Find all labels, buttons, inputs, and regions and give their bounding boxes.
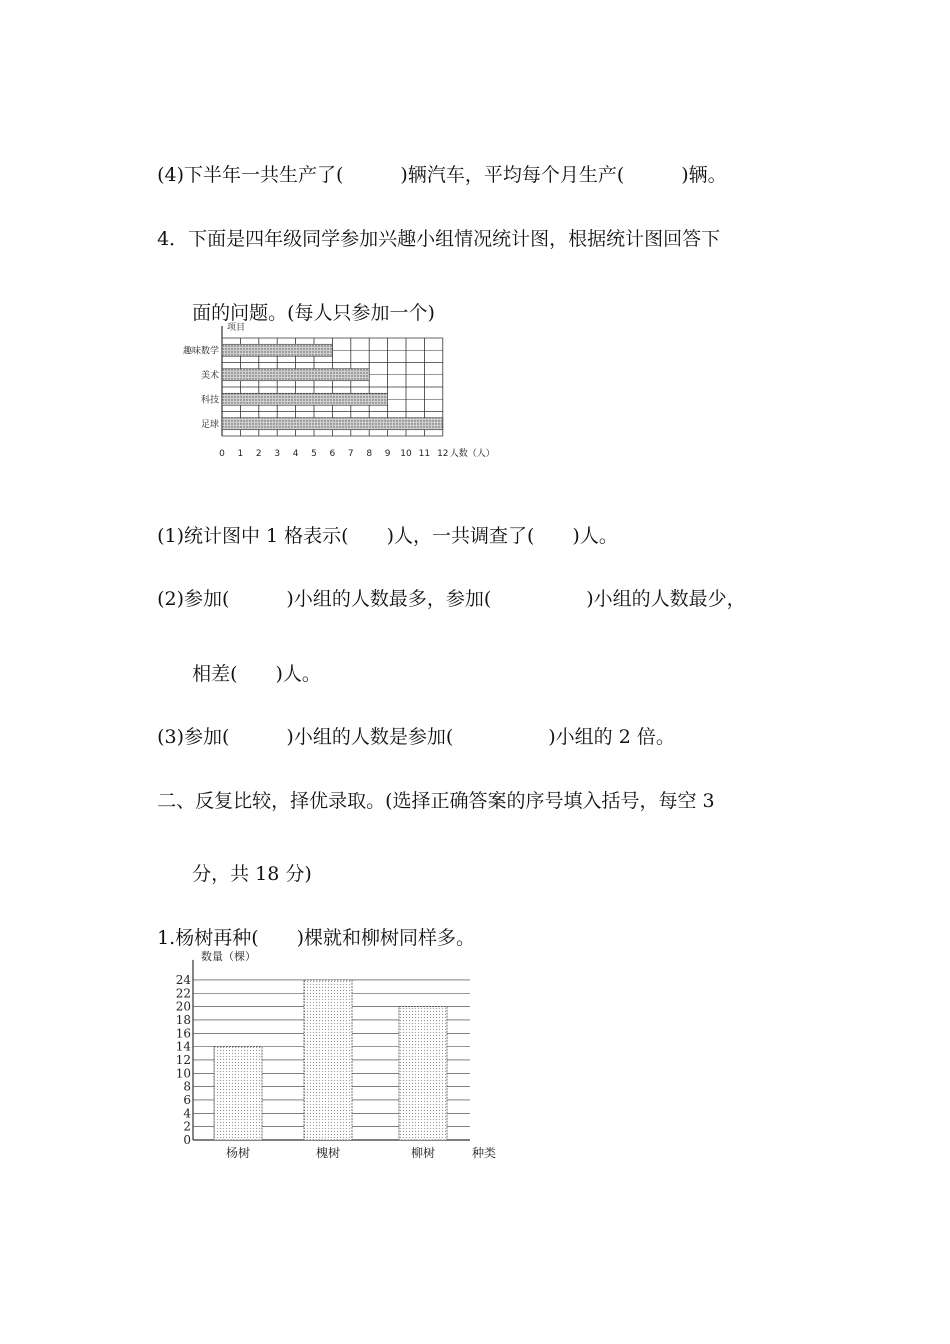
tree-count-chart	[165, 944, 510, 1169]
question-4-title	[145, 203, 950, 251]
y-axis-label: 数量（棵）	[201, 950, 256, 963]
question-4-sub1	[145, 500, 950, 548]
y-tick-label: 20	[175, 999, 191, 1014]
category-label: 美术	[200, 370, 219, 381]
category-label: 槐树	[315, 1146, 341, 1160]
x-tick-label: 6	[329, 449, 336, 459]
question-text: 1.杨树再种( )棵就和柳树同样多。	[157, 927, 476, 949]
question-text: (3)参加( )小组的人数是参加( )小组的 2 倍。	[157, 726, 675, 748]
bar-3	[399, 1007, 447, 1140]
section-text: 二、反复比较，择优录取。(选择正确答案的序号填入括号，每空 3	[157, 790, 715, 812]
y-tick-label: 4	[183, 1106, 191, 1121]
question-text: 面的问题。(每人只参加一个)	[192, 302, 435, 324]
x-tick-label: 9	[384, 449, 391, 459]
y-tick-label: 24	[175, 972, 191, 987]
question-text: 4．下面是四年级同学参加兴趣小组情况统计图，根据统计图回答下	[157, 228, 721, 250]
question-4-sub4	[145, 139, 950, 187]
question-text: (1)统计图中 1 格表示( )人，一共调查了( )人。	[157, 525, 618, 547]
y-tick-label: 6	[183, 1092, 191, 1107]
section-2-title-cont	[180, 838, 950, 886]
question-text: (4)下半年一共生产了( )辆汽车，平均每个月生产( )辆。	[157, 164, 727, 186]
bar-2	[222, 369, 369, 381]
y-axis-label: 项目	[227, 323, 246, 333]
x-tick-label: 3	[274, 449, 281, 459]
y-tick-label: 12	[175, 1052, 191, 1067]
x-axis-label: 种类	[472, 1146, 497, 1160]
category-label: 足球	[200, 419, 219, 430]
x-tick-label: 0	[219, 449, 225, 459]
choice-question-1	[145, 902, 950, 950]
y-tick-label: 22	[175, 986, 191, 1001]
x-tick-label: 2	[255, 449, 262, 459]
x-tick-label: 7	[347, 449, 354, 459]
hobby-group-chart	[165, 318, 510, 473]
category-label: 柳树	[410, 1146, 436, 1160]
category-label: 杨树	[225, 1146, 251, 1160]
section-text: 分，共 18 分)	[192, 863, 312, 885]
bar-4	[222, 418, 443, 430]
question-4-sub3	[145, 701, 950, 749]
y-tick-label: 10	[175, 1066, 191, 1081]
question-text: 相差( )人。	[192, 663, 321, 685]
x-tick-label: 5	[311, 449, 317, 459]
question-4-sub2	[145, 563, 950, 611]
bar-1	[222, 344, 332, 356]
x-tick-label: 10	[400, 449, 412, 459]
bar-3	[222, 393, 388, 405]
category-label: 科技	[200, 395, 219, 406]
y-tick-label: 0	[183, 1133, 191, 1147]
question-text: (2)参加( )小组的人数最多，参加( )小组的人数最少，	[157, 588, 746, 610]
y-tick-label: 2	[183, 1119, 191, 1134]
y-tick-label: 14	[175, 1039, 191, 1054]
y-tick-label: 16	[175, 1026, 191, 1041]
category-label: 趣味数学	[182, 346, 219, 357]
question-4-sub2-cont	[180, 638, 950, 686]
x-tick-label: 4	[292, 449, 299, 459]
section-2-title	[145, 765, 950, 813]
x-axis-label: 人数（人）	[449, 449, 495, 459]
x-tick-label: 11	[418, 449, 431, 459]
y-tick-label: 18	[175, 1012, 191, 1027]
bar-1	[214, 1047, 262, 1140]
y-tick-label: 8	[183, 1079, 191, 1094]
x-tick-label: 8	[366, 449, 373, 459]
x-tick-label: 1	[237, 449, 244, 459]
x-tick-label: 12	[437, 449, 449, 459]
bar-2	[304, 980, 352, 1140]
